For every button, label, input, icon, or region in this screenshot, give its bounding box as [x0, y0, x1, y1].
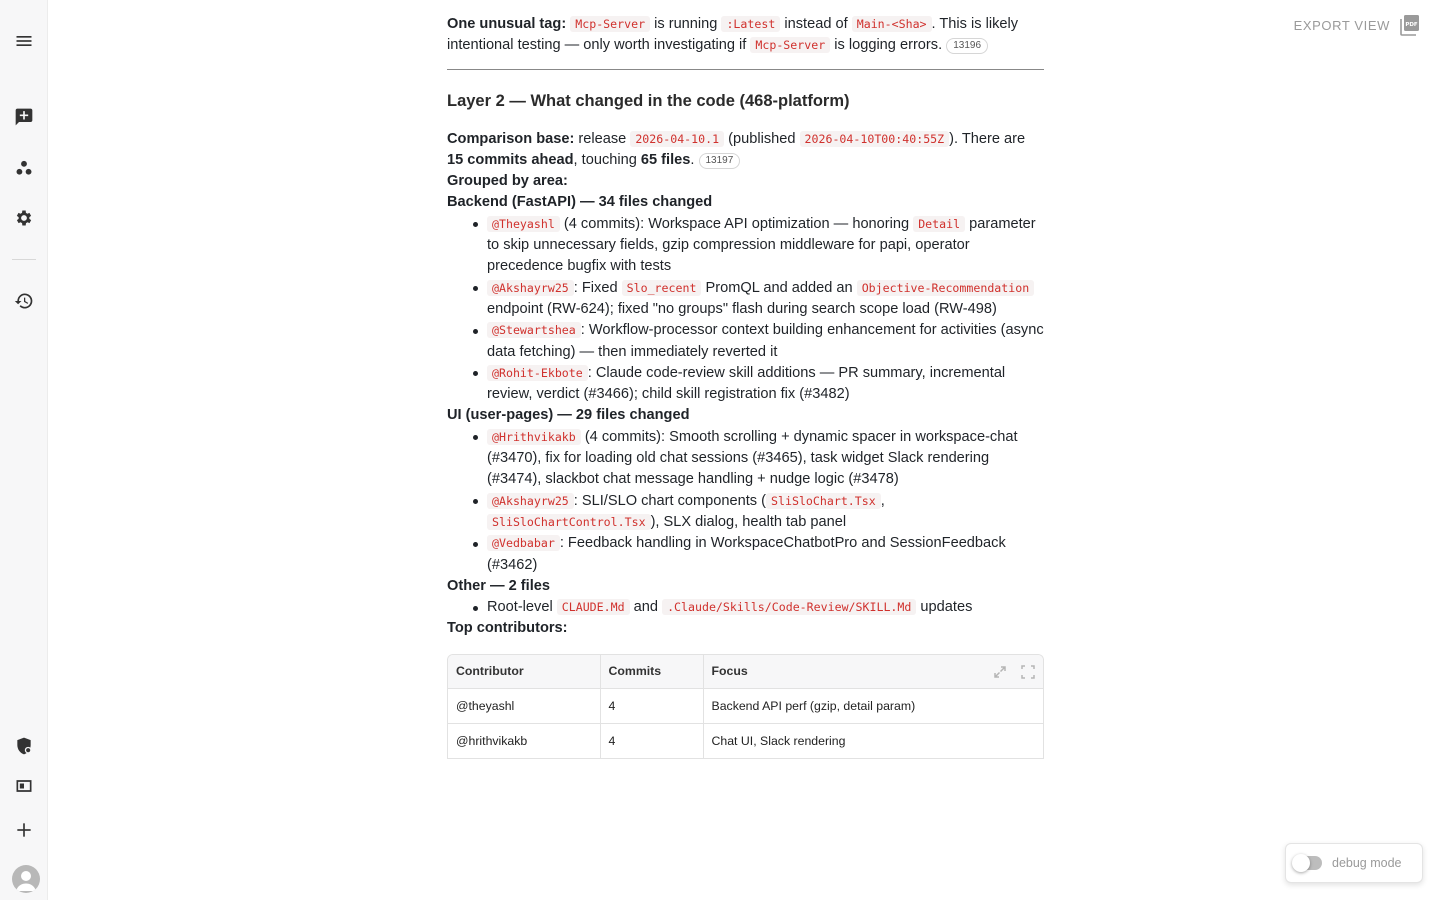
table-row [448, 689, 1043, 724]
divider [447, 69, 1044, 70]
settings-icon[interactable] [12, 206, 36, 230]
text: is logging errors. [830, 37, 947, 54]
text: PromQL and added an [701, 279, 857, 296]
list-item [487, 597, 1044, 618]
text: : Workflow-processor context building enhancement for activities (async data fetching) — then immediately reverted it [487, 322, 1044, 360]
contributors-table [447, 654, 1044, 759]
user-tag: @Akshayrw25 [487, 280, 574, 296]
sidebar [0, 0, 48, 900]
table-cell: 4 [600, 724, 703, 759]
text: : Feedback handling in WorkspaceChatbotPro and SessionFeedback (#3462) [487, 535, 1006, 573]
debug-mode-toggle[interactable] [1294, 856, 1322, 870]
text: ), SLX dialog, health tab panel [650, 513, 847, 530]
table-cell: Backend API perf (gzip, detail param) [703, 689, 1043, 724]
user-tag: @Vedbabar [487, 535, 560, 551]
list-item [487, 320, 1044, 363]
text: parameter to skip unnecessary fields, gzip compression middleware for papi, operator precedence bugfix with tests [487, 215, 1036, 275]
code-main-sha: Main-<Sha> [852, 16, 932, 32]
export-view-button[interactable]: EXPORT VIEW [1293, 17, 1390, 33]
table-tools [993, 665, 1035, 679]
avatar-icon[interactable] [12, 865, 40, 893]
table-row [448, 724, 1043, 759]
files-count: 65 files [640, 151, 691, 168]
text: is running [650, 16, 722, 32]
grouped-label: Grouped by area: [447, 173, 568, 190]
text: : Fixed [573, 279, 622, 296]
table-header-row [448, 655, 1043, 689]
list-item [487, 491, 1044, 534]
text: : SLI/SLO chart components ( [573, 492, 767, 509]
citation-badge[interactable]: 13196 [946, 38, 988, 54]
workspace-icon[interactable] [12, 156, 36, 180]
user-tag: @Stewartshea [487, 322, 581, 338]
text: (published [724, 130, 800, 147]
history-icon[interactable] [12, 289, 36, 313]
citation-badge[interactable]: 13197 [699, 153, 741, 169]
ui-list [487, 427, 1044, 576]
commits-ahead: 15 commits ahead [447, 151, 574, 168]
text: : Claude code-review skill additions — PR summary, incremental review, verdict (#3466); child skill registration fix (#3482) [487, 364, 1006, 403]
code-slislochart: SliSloChart.Tsx [766, 493, 881, 509]
user-tag: @Akshayrw25 [487, 493, 574, 509]
list-item [487, 427, 1044, 491]
fullscreen-icon[interactable] [1021, 665, 1035, 679]
table-cell: Chat UI, Slack rendering [703, 724, 1043, 759]
other-list [487, 597, 1044, 618]
comparison-lead: Comparison base: [447, 130, 575, 147]
report-content [447, 14, 1044, 759]
pdf-icon[interactable] [1400, 14, 1420, 36]
text: (4 commits): Smooth scrolling + dynamic spacer in workspace-chat (#3470), fix for loading old chat sessions (#3465), task widget Slack rendering (#3474), slackbot chat message handling + nudge logic (#3478) [487, 428, 1018, 488]
contributors-heading: Top contributors: [447, 620, 568, 637]
code-latest: :Latest [721, 16, 780, 32]
export-view [1294, 14, 1420, 36]
backend-heading: Backend (FastAPI) — 34 files changed [447, 194, 713, 211]
code-slislochartcontrol: SliSloChartControl.Tsx [487, 514, 651, 530]
code-detail: Detail [913, 216, 965, 232]
user-tag: @Hrithvikakb [487, 429, 581, 445]
debug-mode-panel [1285, 843, 1423, 883]
intro-paragraph [447, 14, 1044, 57]
add-icon[interactable] [12, 818, 36, 842]
list-item [487, 363, 1044, 406]
backend-list [487, 214, 1044, 406]
code-claude-md: CLAUDE.Md [557, 599, 630, 615]
list-item [487, 278, 1044, 321]
layer2-heading: Layer 2 — What changed in the code (468-platform) [447, 91, 850, 110]
user-tag: @Rohit-Ekbote [487, 365, 588, 381]
other-heading: Other — 2 files [447, 577, 550, 594]
text: release [574, 130, 631, 147]
new-chat-icon[interactable] [12, 105, 36, 129]
svg-text:PDF: PDF [1405, 22, 1418, 28]
id-card-icon[interactable] [12, 774, 36, 798]
text: , [880, 492, 885, 509]
code-mcp-server: Mcp-Server [750, 37, 830, 53]
intro-lead: One unusual tag: [447, 16, 567, 32]
text: (4 commits): Workspace API optimization — honoring [559, 215, 914, 232]
code-release: 2026-04-10.1 [630, 131, 724, 147]
text: . [690, 151, 699, 168]
table-cell: @hrithvikakb [448, 724, 600, 759]
comparison-base [447, 129, 1044, 172]
column-header[interactable]: Focus [703, 655, 1043, 689]
shield-icon[interactable] [12, 734, 36, 758]
text: updates [916, 599, 973, 616]
text: , touching [573, 151, 641, 168]
code-slo-recent: Slo_recent [622, 280, 702, 296]
text: endpoint (RW-624); fixed "no groups" flash during search scope load (RW-498) [487, 300, 997, 317]
menu-icon[interactable] [12, 29, 36, 53]
text: Root-level [487, 599, 557, 616]
expand-diagonal-icon[interactable] [993, 665, 1007, 679]
debug-mode-label: debug mode [1332, 856, 1402, 870]
column-header[interactable]: Commits [600, 655, 703, 689]
text: and [629, 599, 663, 616]
table-cell: 4 [600, 689, 703, 724]
text: . This is likely intentional testing — only worth investigating if [447, 16, 1019, 54]
user-tag: @Theyashl [487, 216, 560, 232]
code-skill-md: .Claude/Skills/Code-Review/SKILL.Md [662, 599, 916, 615]
column-header[interactable]: Contributor [448, 655, 600, 689]
text: ). There are [949, 130, 1026, 147]
sidebar-divider [12, 259, 36, 260]
code-published: 2026-04-10T00:40:55Z [800, 131, 950, 147]
ui-heading: UI (user-pages) — 29 files changed [447, 407, 690, 424]
list-item [487, 214, 1044, 278]
list-item [487, 533, 1044, 576]
code-mcp-server: Mcp-Server [570, 16, 650, 32]
table-cell: @theyashl [448, 689, 600, 724]
code-objective-recommendation: Objective-Recommendation [857, 280, 1035, 296]
text: instead of [780, 16, 852, 32]
